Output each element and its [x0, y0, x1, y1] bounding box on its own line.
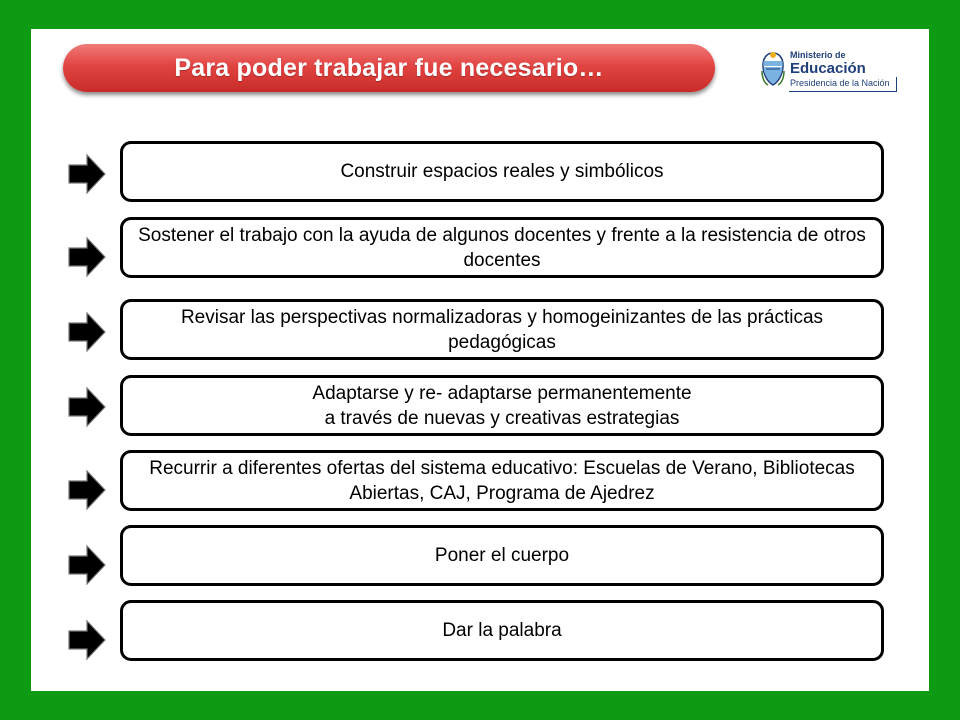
- item-text: Sostener el trabajo con la ayuda de algunos docentes y frente a la resistencia de otros docentes: [138, 224, 866, 271]
- item-text: Revisar las perspectivas normalizadoras y homogeinizantes de las prácticas pedagógicas: [180, 306, 824, 353]
- item-box: [120, 600, 884, 661]
- title-banner: [63, 44, 715, 92]
- item-box: [120, 141, 884, 202]
- item-box: [120, 450, 884, 511]
- logo-line-ministerio: Ministerio de: [790, 50, 846, 60]
- ministry-logo: [760, 47, 900, 103]
- item-box: [120, 375, 884, 436]
- arrow-right-icon: [67, 310, 107, 354]
- item-box: [120, 299, 884, 360]
- item-text: Adaptarse y re- adaptarse permanentemente a través de nuevas y creativas estrategias: [312, 382, 692, 429]
- arrow-right-icon: [67, 385, 107, 429]
- arrow-right-icon: [67, 235, 107, 279]
- slide: [31, 29, 929, 691]
- logo-divider: [789, 91, 897, 92]
- item-text: Construir espacios reales y simbólicos: [340, 161, 664, 182]
- item-text: Poner el cuerpo: [434, 545, 570, 566]
- logo-line-presidencia: Presidencia de la Nación: [790, 78, 890, 88]
- item-box: [120, 217, 884, 278]
- arrow-right-icon: [67, 468, 107, 512]
- item-text: Dar la palabra: [442, 620, 562, 641]
- item-text: Recurrir a diferentes ofertas del sistema educativo: Escuelas de Verano, Bibliotecas Abiertas, CAJ, Programa de Ajedrez: [149, 457, 855, 504]
- logo-divider-vertical: [896, 77, 897, 92]
- item-box: [120, 525, 884, 586]
- coat-of-arms-icon: [760, 49, 786, 93]
- arrow-right-icon: [67, 618, 107, 662]
- logo-line-educacion: Educación: [790, 60, 866, 77]
- arrow-right-icon: [67, 543, 107, 587]
- arrow-right-icon: [67, 152, 107, 196]
- page-title: Para poder trabajar fue necesario…: [174, 53, 604, 82]
